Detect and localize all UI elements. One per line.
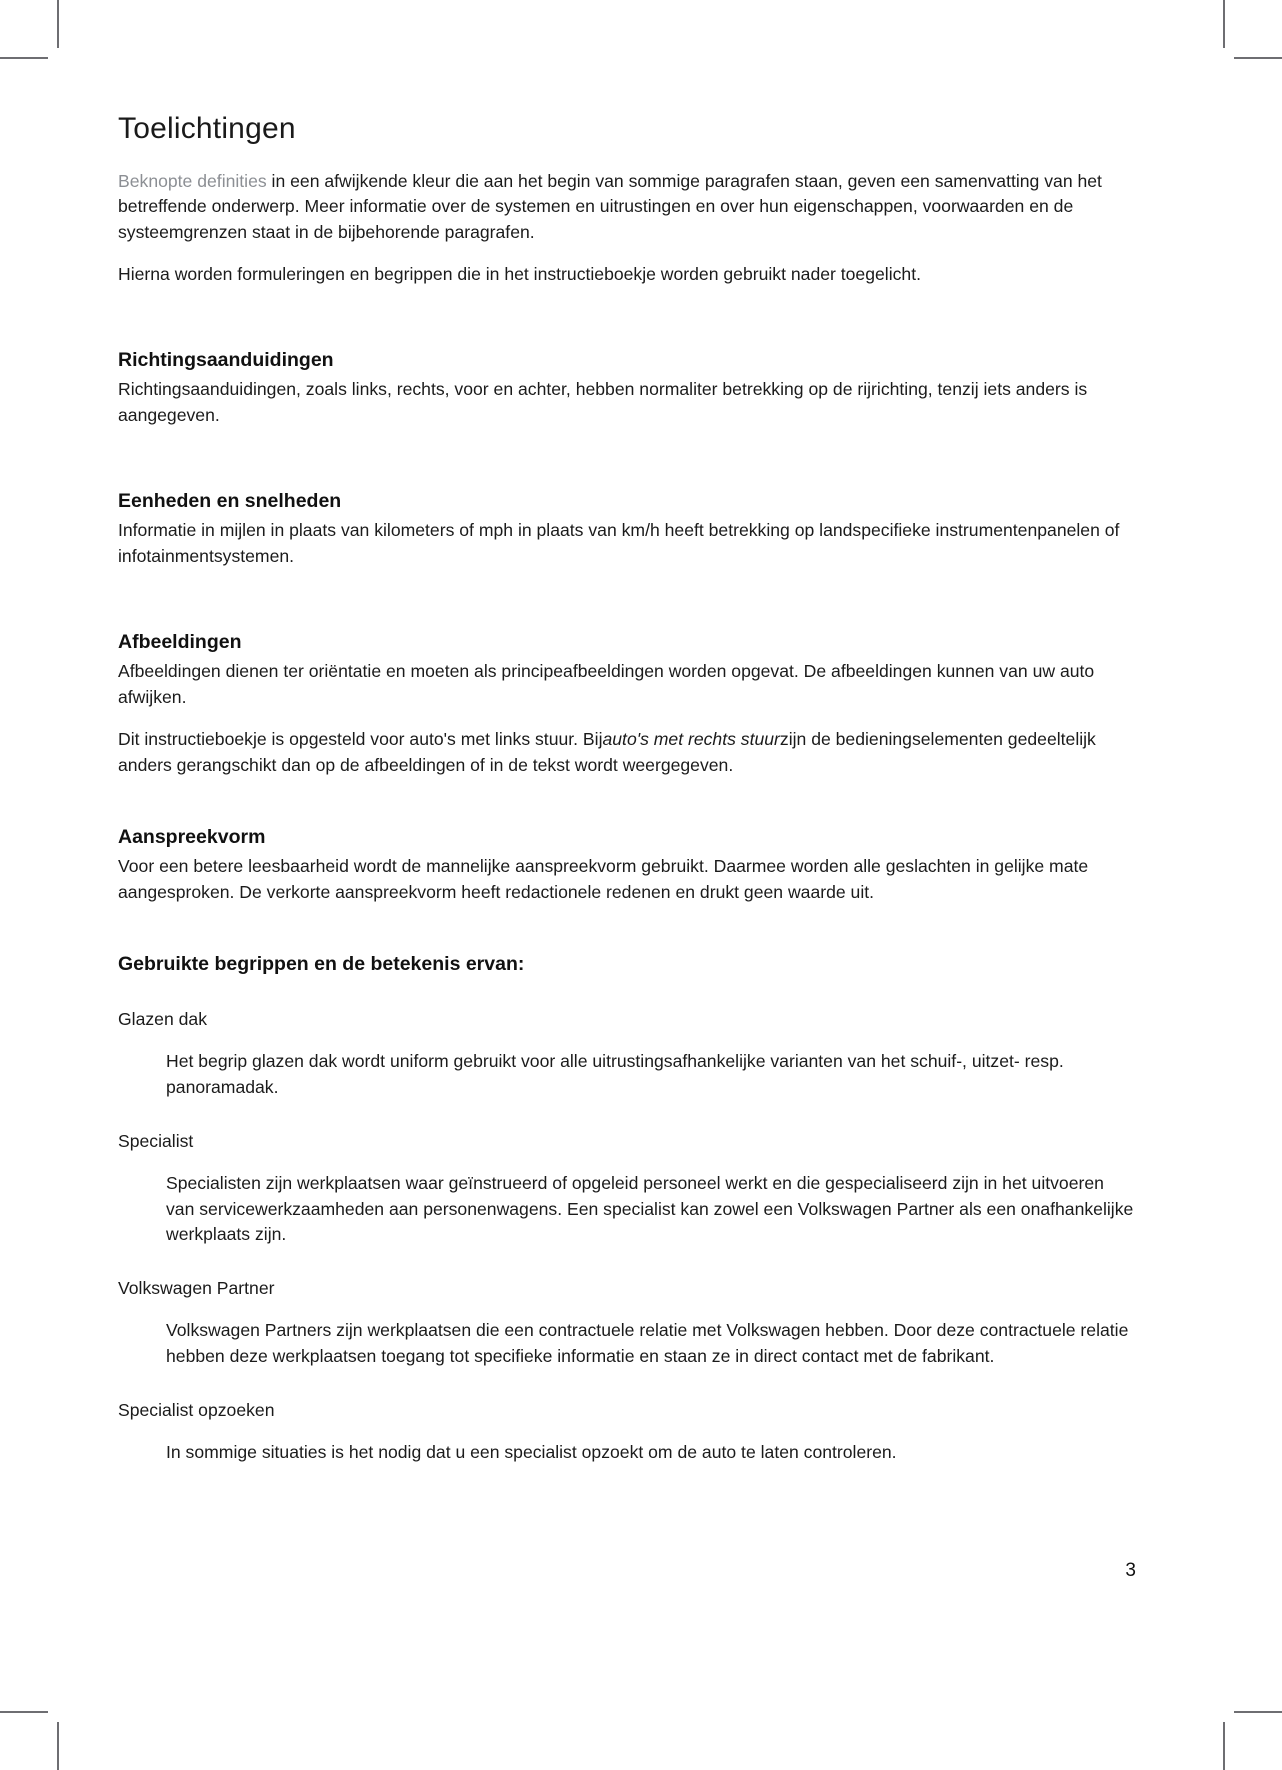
glossary-term: Volkswagen Partner <box>118 1278 275 1299</box>
section-body-afbeeldingen: Afbeeldingen dienen ter oriëntatie en moeten als principeafbeeldingen worden opgevat. De afbeeldingen kunnen van uw auto afwijken. <box>118 661 1095 708</box>
section-body-aanspreekvorm: Voor een betere leesbaarheid wordt de mannelijke aanspreekvorm gebruikt. Daarmee worden alle geslachten in gelijke mate aangesproken. De verkorte aanspreekvorm heeft redactionele redenen en drukt geen waarde uit. <box>118 856 1089 903</box>
glossary-entry-specialist-opzoeken <box>118 1398 1136 1466</box>
section-body-afbeeldingen-rhd <box>118 727 1136 779</box>
rhd-text-italic: auto's met rechts stuur <box>602 729 780 750</box>
spacer <box>118 977 1136 1007</box>
glossary-entry-specialist <box>118 1129 1136 1248</box>
glossary-term: Specialist <box>118 1130 194 1151</box>
crop-mark-bottom-left-horizontal <box>0 1711 48 1713</box>
crop-mark-bottom-right-vertical <box>1223 1722 1225 1770</box>
intro-paragraph-1-rest: in een afwijkende kleur die aan het begin van sommige paragrafen staan, geven een samenvatting van het betreffende onderwerp. Meer informatie over de systemen en uitrustingen en over hun eigenschappen, voorwaarden en de systeemgrenzen staat in de bijbehorende paragrafen. <box>118 170 1102 243</box>
rhd-text-before: Dit instructieboekje is opgesteld voor auto's met links stuur. Bij <box>118 729 603 750</box>
glossary-term: Specialist opzoeken <box>118 1399 275 1420</box>
section-heading-afbeeldingen: Afbeeldingen <box>118 631 242 654</box>
content-column <box>118 112 1136 1466</box>
glossary-term: Glazen dak <box>118 1009 207 1030</box>
section-heading-richtingsaanduidingen: Richtingsaanduidingen <box>118 348 334 371</box>
spacer <box>118 922 1136 952</box>
page-number: 3 <box>1125 1560 1136 1581</box>
page-title: Toelichtingen <box>118 112 296 145</box>
spacer <box>118 304 1136 348</box>
section-heading-eenheden-en-snelheden: Eenheden en snelheden <box>118 490 342 512</box>
glossary-definition: Specialisten zijn werkplaatsen waar geïnstrueerd of opgeleid personeel werkt en die gespecialiseerd zijn in het uitvoeren van servicewerkzaamheden aan personenwagens. Een specialist kan zowel een Volkswagen Partner als een onafhankelijke werkplaats zijn. <box>166 1172 1134 1245</box>
spacer <box>118 445 1136 489</box>
crop-mark-top-right-vertical <box>1223 0 1225 48</box>
intro-paragraph-2: Hierna worden formuleringen en begrippen die in het instructieboekje worden gebruikt nader toegelicht. <box>118 264 921 285</box>
spacer <box>118 586 1136 630</box>
glossary-heading: Gebruikte begrippen en de betekenis ervan: <box>118 952 525 975</box>
intro-paragraph-1 <box>118 169 1136 247</box>
spacer <box>118 795 1136 825</box>
crop-mark-top-left-vertical <box>57 0 59 48</box>
crop-mark-top-right-horizontal <box>1234 57 1282 59</box>
lead-term: Beknopte definities <box>118 170 267 191</box>
glossary-definition: Volkswagen Partners zijn werkplaatsen die een contractuele relatie met Volkswagen hebben. Door deze contractuele relatie hebben deze werkplaatsen toegang tot specifieke informatie en staan ze in direct contact met de fabrikant. <box>166 1320 1129 1366</box>
glossary-definition: In sommige situaties is het nodig dat u een specialist opzoekt om de auto te laten controleren. <box>166 1441 897 1462</box>
glossary-definition: Het begrip glazen dak wordt uniform gebruikt voor alle uitrustingsafhankelijke varianten van het schuif-, uitzet- resp. panoramadak. <box>166 1051 1064 1097</box>
rhd-text-after: zijn de bedieningselementen gedeeltelijk anders gerangschikt dan op de afbeeldingen of in de tekst wordt weergegeven. <box>118 729 1096 775</box>
crop-mark-bottom-left-vertical <box>57 1722 59 1770</box>
section-heading-aanspreekvorm: Aanspreekvorm <box>118 825 266 848</box>
glossary-entry-volkswagen-partner <box>118 1276 1136 1370</box>
crop-mark-top-left-horizontal <box>0 57 48 59</box>
crop-mark-bottom-right-horizontal <box>1234 1711 1282 1713</box>
section-body-richtingsaanduidingen: Richtingsaanduidingen, zoals links, rechts, voor en achter, hebben normaliter betrekking op de rijrichting, tenzij iets anders is aangegeven. <box>118 379 1088 426</box>
glossary-entry-glazen-dak <box>118 1007 1136 1101</box>
section-body-eenheden-en-snelheden: Informatie in mijlen in plaats van kilometers of mph in plaats van km/h heeft betrekking op landspecifieke instrumentenpanelen of infotainmentsystemen. <box>118 520 1120 567</box>
